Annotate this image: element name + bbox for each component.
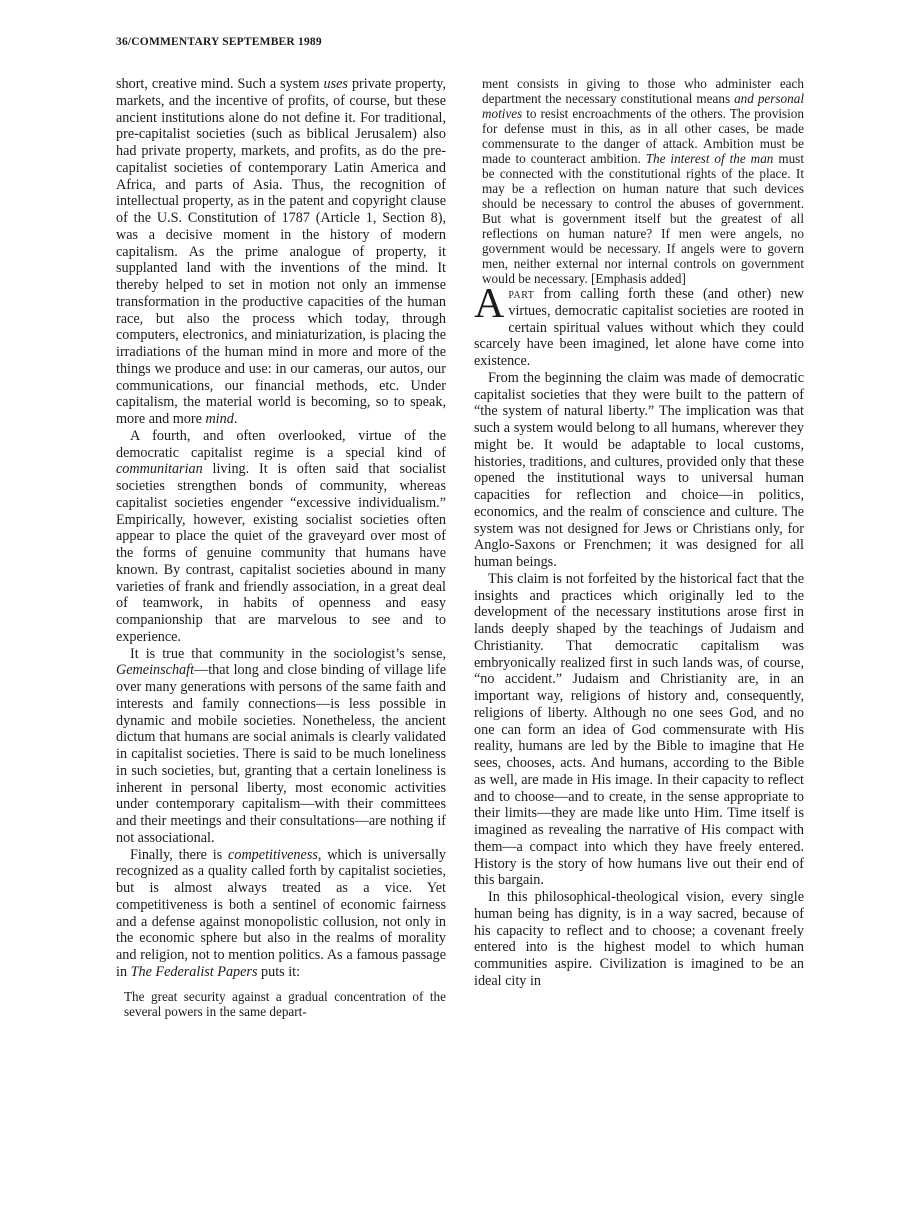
paragraph: This claim is not forfeited by the historical fact that the insights and practices which originally led to the development of the necessary institutions arose first in lands deeply shaped by the teachings of Judaism and Christianity. That democratic capitalism was embryonically realized first in such lands was, of course, “no accident.” Judaism and Christianity are, in an important way, religions of history and, consequently, religions of liberty. Although no one sees God, and no one can form an idea of God commensurate with His reality, humans are led by the Bible to imagine that He sees, chooses, acts. And humans, according to the Bible as well, are made in His image. In their capacity to reflect and to choose—and to create, in the sense appropriate to their limits—they are made like unto Him. Time itself is imagined as revealing the narrative of His compact with them—a compact into which they have freely entered. History is the story of how humans live out their end of this bargain. <box>474 570 804 889</box>
paragraph-with-dropcap: Apart from calling forth these (and other) new virtues, democratic capitalist societies are rooted in certain spiritual values without which they could scarcely have been imagined, let alone have come into existence. <box>474 281 804 369</box>
block-quote: ment consists in giving to those who administer each department the necessary constitutional means and personal motives to resist encroachments of the others. The provision for defense must in this, as in all other cases, be made commensurate to the danger of attack. Ambition must be made to counteract ambition. The interest of the man must be connected with the constitutional rights of the place. It may be a reflection on human nature that such devices should be necessary to control the abuses of government. But what is government itself but the greatest of all reflections on human nature? If men were angels, no government would be necessary. If angels were to govern men, neither external nor internal controls on government would be necessary. [Emphasis added] <box>482 76 804 286</box>
paragraph: Finally, there is competitiveness, which is universally recognized as a quality called forth by capitalist societies, but is almost always treated as a vice. Yet competitiveness is both a sentinel of economic fairness and a defense against monopolistic collusion, not only in the economic sphere but also in the realms of morality and religion, not to mention politics. As a famous passage in The Federalist Papers puts it: <box>116 846 446 980</box>
paragraph: In this philosophical-theological vision, every single human being has dignity, is in a way sacred, because of his capacity to reflect and to choose; a covenant freely entered into is the highest model to which human communities aspire. Civilization is imagined to be an ideal city in <box>474 889 804 989</box>
right-column <box>474 76 804 990</box>
running-head: 36/COMMENTARY SEPTEMBER 1989 <box>116 36 322 48</box>
paragraph: short, creative mind. Such a system uses private property, markets, and the incentive of profits, of course, but these ancient institutions alone do not define it. For traditional, pre-capitalist societies (such as biblical Jerusalem) also had private property, markets, and profits, as do the pre-capitalist societies of contemporary Latin America and Africa, and parts of Asia. Thus, the recognition of intellectual property, as in the patent and copyright clause of the U.S. Constitution of 1787 (Article 1, Section 8), was a decisive moment in the history of modern capitalism. As the prime analogue of property, it supplanted land with the inventions of the mind. It thereby helped to set in motion not only an immense transformation in the productive capacities of the human race, but also the process which today, through computers, electronics, and miniaturization, is placing the irradiations of the human mind in more and more of the things we produce and use: in our cameras, our autos, our communications, our financial methods, etc. Under capitalism, the material world is becoming, so to speak, more and more mind. <box>116 76 446 427</box>
block-quote: The great security against a gradual concentration of the several powers in the same depart- <box>124 988 446 1019</box>
paragraph: It is true that community in the sociologist’s sense, Gemeinschaft—that long and close binding of village life over many generations with persons of the same faith and interests and family connections—is less possible in dynamic and mobile societies. Nonetheless, the ancient dictum that humans are social animals is clearly validated in capitalist societies. There is said to be much loneliness in such societies, but, granting that a certain loneliness is inherent in personal liberty, most economic activities under contemporary capitalism—with their committees and their meetings and their consultations—are nothing if not associational. <box>116 645 446 846</box>
left-column <box>116 76 446 1019</box>
drop-cap: A <box>474 281 505 327</box>
paragraph: A fourth, and often overlooked, virtue of the democratic capitalist regime is a special kind of communitarian living. It is often said that socialist societies strengthen bonds of community, whereas capitalist societies engender “excessive individualism.” Empirically, however, existing socialist societies often appear to place the quiet of the graveyard over most of the forms of genuine community that humans have known. By contrast, capitalist societies abound in many varieties of frank and friendly association, in a great deal of teamwork, in habits of openness and easy companionship that are marvelous to see and to experience. <box>116 427 446 645</box>
paragraph: From the beginning the claim was made of democratic capitalist societies that they were built to the pattern of “the system of natural liberty.” The implication was that such a system would belong to all humans, wherever they might be. It would be adaptable to local customs, histories, traditions, and cultures, provided only that these opened the institutional ways to universal human capacities for reflection and choice—in politics, economics, and the realm of conscience and culture. The system was not designed for Jews or Christians only, for Anglo-Saxons or Frenchmen; it was designed for all human beings. <box>474 369 804 570</box>
